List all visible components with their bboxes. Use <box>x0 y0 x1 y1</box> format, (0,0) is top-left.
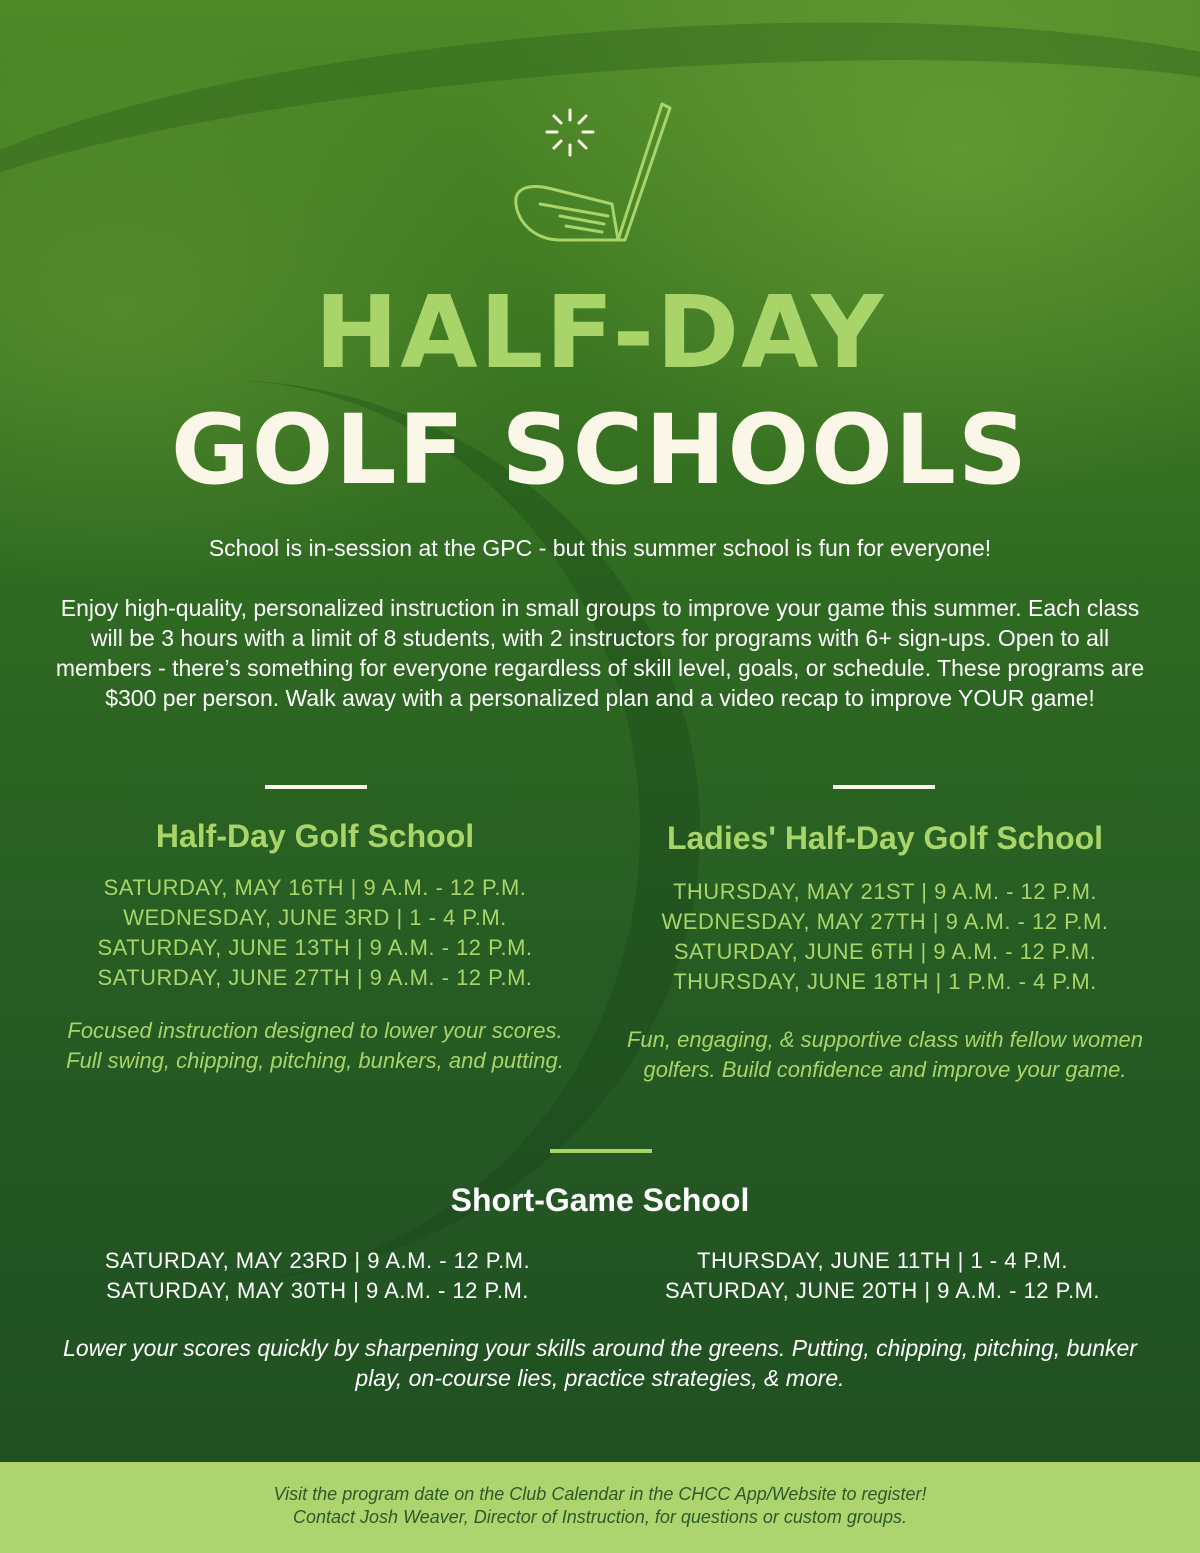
ladies-heading: Ladies' Half-Day Golf School <box>666 820 1104 856</box>
short-game-dates-left <box>30 1246 605 1306</box>
footer-text <box>0 1483 1200 1529</box>
date-line: SATURDAY, JUNE 20TH | 9 A.M. - 12 P.M. <box>664 1278 1101 1303</box>
date-line: SATURDAY, JUNE 27TH | 9 A.M. - 12 P.M. <box>97 965 533 990</box>
short-game-heading: Short-Game School <box>450 1182 750 1218</box>
date-line: WEDNESDAY, MAY 27TH | 9 A.M. - 12 P.M. <box>661 909 1109 934</box>
date-line: THURSDAY, JUNE 11TH | 1 - 4 P.M. <box>697 1248 1068 1273</box>
footer-register-line: Visit the program date on the Club Calendar in the CHCC App/Website to register! <box>273 1484 927 1504</box>
golf-club-icon <box>500 100 700 250</box>
short-game-description: Lower your scores quickly by sharpening your skills around the greens. Putting, chipping, pitching, bunker play, on-course lies, practice strategies, & more. <box>63 1335 1137 1391</box>
date-line: SATURDAY, MAY 16TH | 9 A.M. - 12 P.M. <box>103 875 527 900</box>
half-day-description: Focused instruction designed to lower your scores. Full swing, chipping, pitching, bunkers, and putting. <box>66 1018 564 1073</box>
title-line-2: GOLF SCHOOLS <box>170 394 1030 506</box>
date-line: SATURDAY, JUNE 6TH | 9 A.M. - 12 P.M. <box>673 939 1097 964</box>
divider-center <box>550 1149 652 1153</box>
short-game-dates-right <box>595 1246 1170 1306</box>
date-line: THURSDAY, JUNE 18TH | 1 P.M. - 4 P.M. <box>673 969 1097 994</box>
half-day-heading: Half-Day Golf School <box>155 818 475 854</box>
ladies-description: Fun, engaging, & supportive class with fellow women golfers. Build confidence and improve your game. <box>626 1027 1144 1082</box>
sparkle-icon <box>547 110 593 155</box>
date-line: SATURDAY, MAY 23RD | 9 A.M. - 12 P.M. <box>104 1248 531 1273</box>
date-line: WEDNESDAY, JUNE 3RD | 1 - 4 P.M. <box>123 905 507 930</box>
date-line: THURSDAY, MAY 21ST | 9 A.M. - 12 P.M. <box>672 879 1098 904</box>
footer-contact-line: Contact Josh Weaver, Director of Instruction, for questions or custom groups. <box>293 1507 907 1527</box>
intro-body: Enjoy high-quality, personalized instruction in small groups to improve your game this summer. Each class will be 3 hours with a limit of 8 students, with 2 instructors for programs with 6+ sign-ups. Open to all members - there’s something for everyone regardless of skill level, goals, or schedule. These programs are $300 per person. Walk away with a personalized plan and a video recap to improve YOUR game! <box>55 595 1145 711</box>
divider-left <box>265 785 367 789</box>
divider-right <box>833 785 935 789</box>
date-line: SATURDAY, JUNE 13TH | 9 A.M. - 12 P.M. <box>97 935 533 960</box>
intro-tagline: School is in-session at the GPC - but this summer school is fun for everyone! <box>208 535 992 561</box>
half-day-dates <box>30 873 600 993</box>
date-line: SATURDAY, MAY 30TH | 9 A.M. - 12 P.M. <box>106 1278 529 1303</box>
ladies-dates <box>600 877 1170 997</box>
title-line-1: HALF-DAY <box>314 274 886 391</box>
